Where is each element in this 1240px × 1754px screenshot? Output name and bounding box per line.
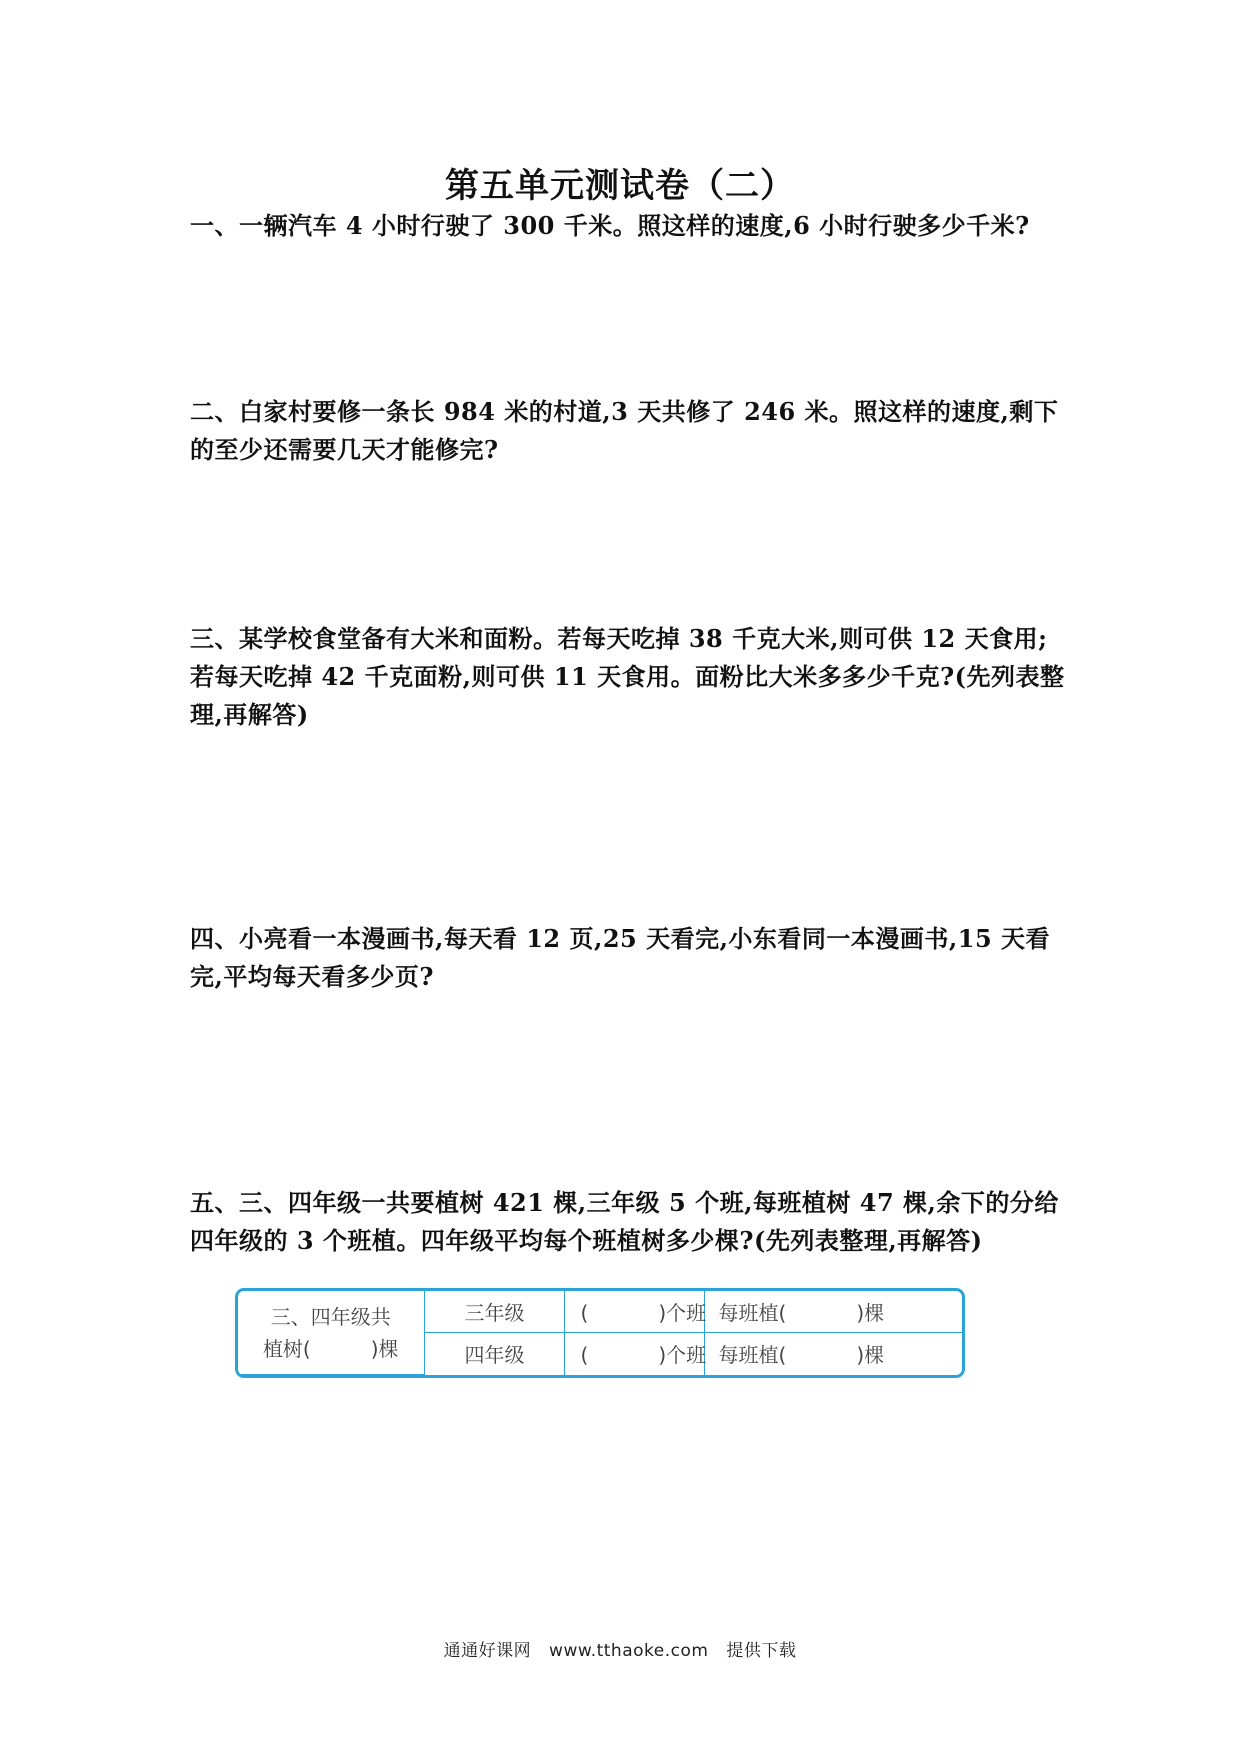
- class-count-cell: [564, 1333, 707, 1375]
- question-1: 一、一辆汽车 4 小时行驶了 300 千米。照这样的速度,6 小时行驶多少千米?: [190, 211, 1030, 240]
- per-class-cell: [704, 1333, 962, 1375]
- paren-open: (: [580, 1301, 589, 1326]
- per-class-label: 每班植(: [718, 1343, 787, 1368]
- table-row: [238, 1291, 962, 1333]
- total-paren-close: )棵: [370, 1336, 399, 1361]
- footer: [0, 1636, 1240, 1661]
- class-unit: )个班: [658, 1343, 707, 1368]
- footer-site-name: 通通好课网: [443, 1641, 532, 1661]
- class-count-cell: [564, 1291, 707, 1333]
- total-trees-cell: [238, 1291, 424, 1375]
- per-class-label: 每班植(: [718, 1301, 787, 1326]
- grade-cell: 四年级: [424, 1333, 564, 1375]
- question-3: 三、某学校食堂备有大米和面粉。若每天吃掉 38 千克大米,则可供 12 天食用;若每天吃掉 42 千克面粉,则可供 11 天食用。面粉比大米多多少千克?(先列表整理,再解答): [190, 624, 1065, 729]
- paren-open: (: [580, 1343, 589, 1368]
- organize-table-grid: [238, 1291, 962, 1375]
- question-2: 二、白家村要修一条长 984 米的村道,3 天共修了 246 米。照这样的速度,剩下的至少还需要几天才能修完?: [190, 397, 1059, 464]
- footer-url[interactable]: www.tthaoke.com: [549, 1641, 709, 1661]
- class-unit: )个班: [658, 1301, 707, 1326]
- organize-table: [235, 1288, 965, 1378]
- page-title: 第五单元测试卷（二）: [445, 166, 795, 206]
- question-4: 四、小亮看一本漫画书,每天看 12 页,25 天看完,小东看同一本漫画书,15 天看完,平均每天看多少页?: [190, 924, 1051, 991]
- total-label-line1: 三、四年级共: [270, 1304, 391, 1329]
- total-label-line2: [246, 1333, 416, 1365]
- per-class-unit: )棵: [856, 1343, 885, 1368]
- footer-suffix: 提供下载: [726, 1641, 797, 1661]
- question-5: 五、三、四年级一共要植树 421 棵,三年级 5 个班,每班植树 47 棵,余下的分给四年级的 3 个班植。四年级平均每个班植树多少棵?(先列表整理,再解答): [190, 1188, 1059, 1255]
- per-class-cell: [704, 1291, 962, 1333]
- grade-cell: 三年级: [424, 1291, 564, 1333]
- total-paren-open: 植树(: [262, 1336, 311, 1361]
- per-class-unit: )棵: [856, 1301, 885, 1326]
